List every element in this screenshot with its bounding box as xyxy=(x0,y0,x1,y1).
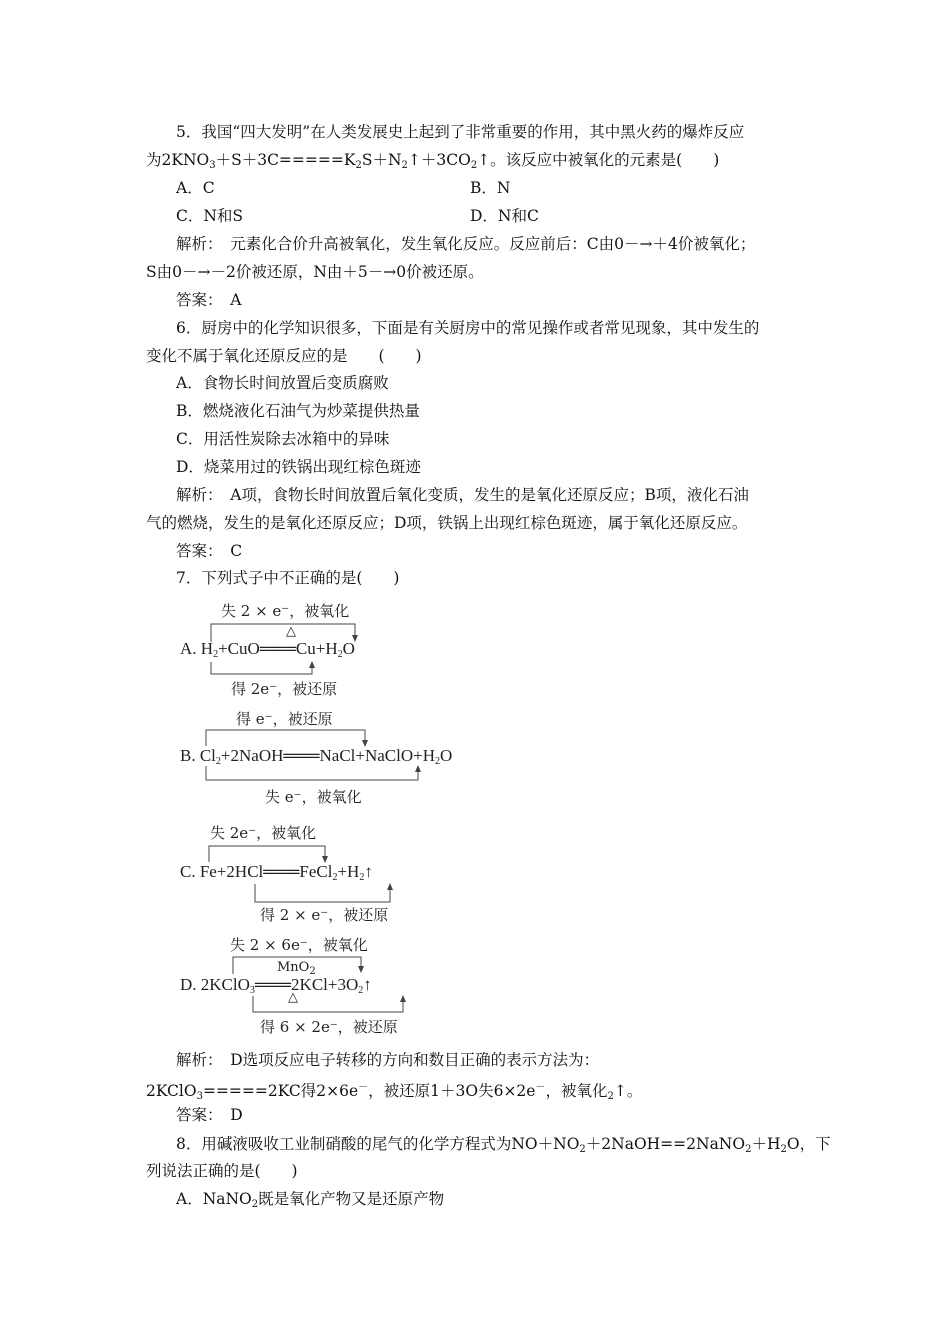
q7c-equation: C. $Fe+2HCl═══FeCl_2+H_2↑$ xyxy=(180,862,373,883)
q6-analysis-line2: 气的燃烧，发生的是氧化还原反应；D项，铁锅上出现红棕色斑迹，属于氧化还原反应。 xyxy=(146,514,748,532)
q8-option-a: A．NaNO$_2$既是氧化产物又是还原产物 xyxy=(176,1190,445,1210)
q7d-heat-condition: △ xyxy=(288,990,298,1005)
q7-analysis-line1: 解析： D选项反应电子转移的方向和数目正确的表示方法为： xyxy=(176,1051,600,1069)
q7d-bottom-label: 得 6 × 2e⁻，被还原 xyxy=(260,1018,398,1036)
q7c-bottom-label: 得 2 × e⁻，被还原 xyxy=(260,906,389,924)
q5-answer: 答案： A xyxy=(176,291,242,309)
q7a-top-label: 失 2 × e⁻，被氧化 xyxy=(221,602,350,620)
q6-stem-line1: 6．厨房中的化学知识很多，下面是有关厨房中的常见操作或者常见现象，其中发生的 xyxy=(176,319,760,337)
q7d-top-label: 失 2 × 6e⁻，被氧化 xyxy=(230,936,368,954)
q7-analysis-line2: 2KClO$_3$=====2KC得2×6e－，被还原1＋3O失6×2e－，被氧化$_2$↑。 xyxy=(146,1082,643,1103)
q5-option-d: D．N和C xyxy=(470,207,539,225)
q6-option-d: D．烧菜用过的铁锅出现红棕色斑迹 xyxy=(176,458,421,476)
q5-stem-line1: 5．我国“四大发明”在人类发展史上起到了非常重要的作用，其中黑火药的爆炸反应 xyxy=(176,123,745,141)
q7a-equation: A. $H_2+CuO═══Cu+H_2O$ xyxy=(180,639,355,660)
q7c-top-label: 失 2e⁻，被氧化 xyxy=(210,824,317,842)
q5-analysis-line1: 解析： 元素化合价升高被氧化，发生氧化反应。反应前后：C由0－→＋4价被氧化； xyxy=(176,235,756,253)
q7b-equation: B. $Cl_2+2NaOH═══NaCl+NaClO+H_2O$ xyxy=(180,746,453,767)
q6-option-a: A．食物长时间放置后变质腐败 xyxy=(176,374,389,392)
q7b-bottom-label: 失 e⁻，被氧化 xyxy=(265,788,362,806)
q7-answer: 答案： D xyxy=(176,1106,243,1124)
q7b-top-label: 得 e⁻，被还原 xyxy=(236,710,333,728)
q6-option-b: B．燃烧液化石油气为炒菜提供热量 xyxy=(176,402,420,420)
q7d-equation: D. $2KClO_3═══2KCl+3O_2↑$ xyxy=(180,975,372,996)
q6-option-c: C．用活性炭除去冰箱中的异味 xyxy=(176,430,390,448)
q5-option-c: C．N和S xyxy=(176,207,244,225)
q5-stem-line2: 为$2KNO_3+S+3C=====K_2S+N_2↑+3CO_2↑$。该反应中被氧化的元素是( ) xyxy=(146,151,720,171)
q7d-catalyst: MnO$_2$ xyxy=(277,960,316,977)
q7a-heat-condition: △ xyxy=(286,624,296,639)
q8-stem-line1: 8．用碱液吸收工业制硝酸的尾气的化学方程式为$NO+NO_2+2NaOH==2NaNO_2+H_2O$，下 xyxy=(176,1135,831,1155)
q6-analysis-line1: 解析： A项，食物长时间放置后氧化变质，发生的是氧化还原反应；B项，液化石油 xyxy=(176,486,749,504)
q6-stem-line2: 变化不属于氧化还原反应的是 ( ) xyxy=(146,347,422,365)
q5-option-a: A．C xyxy=(176,179,215,197)
q5-option-b: B．N xyxy=(470,179,511,197)
q5-analysis-line2: S由0－→－2价被还原，N由＋5－→0价被还原。 xyxy=(146,263,484,281)
q7-stem: 7．下列式子中不正确的是( ) xyxy=(176,569,400,587)
q8-stem-line2: 列说法正确的是( ) xyxy=(146,1162,298,1180)
q6-answer: 答案： C xyxy=(176,542,243,560)
q7a-bottom-label: 得 2e⁻，被还原 xyxy=(231,680,338,698)
